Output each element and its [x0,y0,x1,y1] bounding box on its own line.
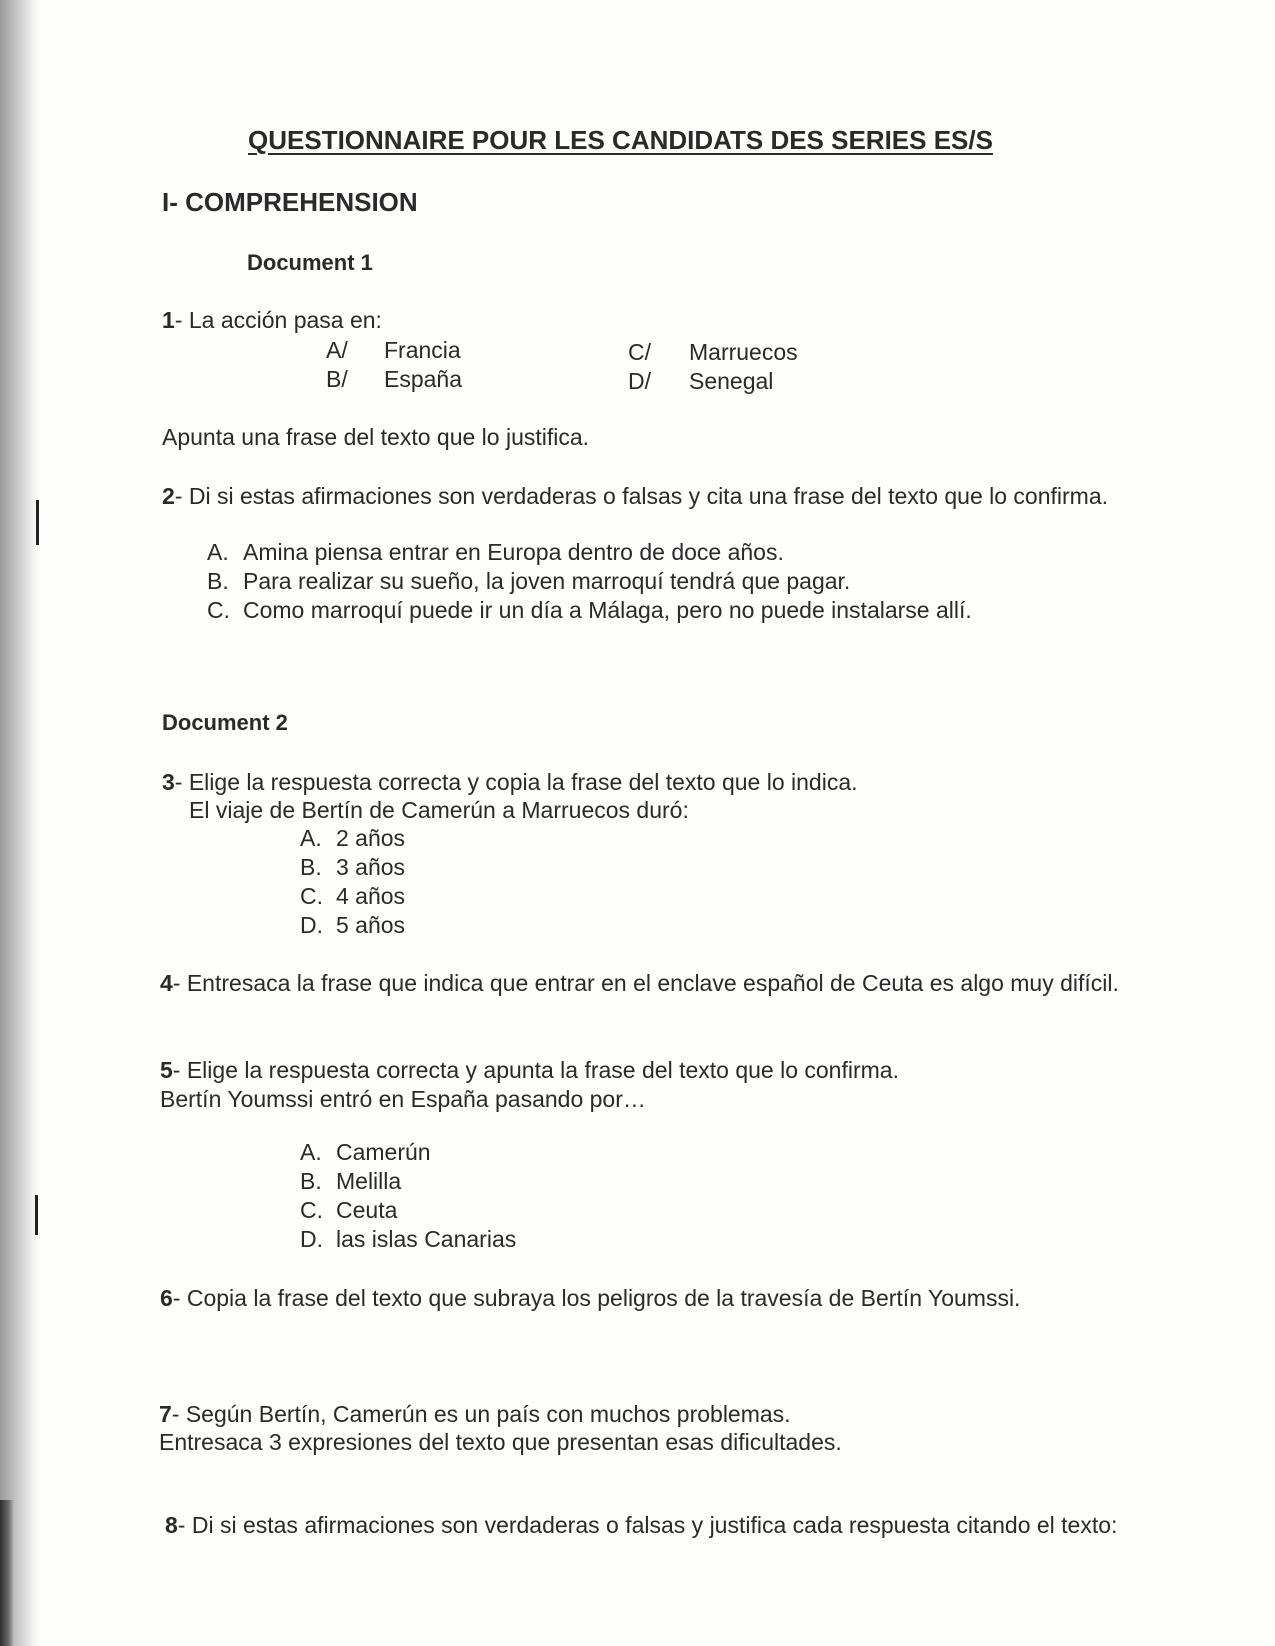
question-text: - Elige la respuesta correcta y copia la frase del texto que lo indica. [174,769,858,795]
option-letter: C. [300,1197,323,1223]
scan-mark [36,500,39,545]
question-number: 2 [162,483,175,509]
option-letter: B. [300,1168,322,1194]
option-label: Senegal [689,368,774,394]
question-text: - Di si estas afirmaciones son verdaderas o falsas y cita una frase del texto que lo confirma. [174,483,1109,509]
option-letter: A. [300,1139,322,1165]
question-6 [160,1284,1020,1312]
question-text: - Según Bertín, Camerún es un país con muchos problemas. [171,1401,791,1427]
question-7 [159,1400,791,1428]
question-number: 6 [160,1285,173,1311]
question-7-prompt: Entresaca 3 expresiones del texto que presentan esas dificultades. [159,1429,842,1455]
option-letter: B. [207,568,229,594]
question-2 [162,482,1108,510]
scan-left-edge [0,0,40,1646]
option-letter: A. [207,539,229,565]
question-number: 1 [162,307,175,333]
scan-mark [35,1195,38,1235]
option-label: 3 años [336,854,406,880]
option-label: Francia [384,337,461,363]
option-label: 5 años [336,912,406,938]
question-text: - Entresaca la frase que indica que entrar en el enclave español de Ceuta es algo muy difícil. [172,970,1119,996]
question-1-followup: Apunta una frase del texto que lo justifica. [162,424,590,450]
question-4 [160,970,1166,997]
option-label: Como marroquí puede ir un día a Málaga, pero no puede instalarse allí. [243,597,972,623]
question-text: - Di si estas afirmaciones son verdaderas o falsas y justifica cada respuesta citando el texto: [177,1512,1118,1538]
question-3 [162,768,858,796]
option-letter: D. [300,1226,323,1252]
document-2-heading: Document 2 [162,710,288,735]
question-text: - Elige la respuesta correcta y apunta la frase del texto que lo confirma. [172,1057,899,1083]
page-title: QUESTIONNAIRE POUR LES CANDIDATS DES SERIES ES/S [248,125,993,155]
question-1 [162,306,382,334]
option-letter: D. [300,912,323,938]
option-letter: C. [300,883,323,909]
option-label: Amina piensa entrar en Europa dentro de doce años. [243,539,784,565]
question-number: 4 [160,970,173,996]
option-letter: D/ [628,368,651,394]
section-heading: I- COMPREHENSION [162,187,418,217]
option-label: Para realizar su sueño, la joven marroquí tendrá que pagar. [243,568,851,594]
question-text: - La acción pasa en: [174,307,382,333]
option-letter: A/ [326,337,348,363]
question-3-prompt: El viaje de Bertín de Camerún a Marruecos duró: [189,797,689,823]
option-letter: C. [207,597,230,623]
option-label: Ceuta [336,1197,398,1223]
option-letter: B/ [326,366,348,392]
option-letter: C/ [628,339,651,365]
option-label: Melilla [336,1168,402,1194]
option-label: 2 años [336,825,406,851]
question-number: 3 [162,769,175,795]
question-5 [160,1056,899,1084]
question-5-prompt: Bertín Youmssi entró en España pasando por… [160,1086,646,1112]
option-label: las islas Canarias [336,1226,517,1252]
question-number: 7 [159,1401,172,1427]
question-number: 5 [160,1057,173,1083]
option-letter: A. [300,825,322,851]
scan-corner-shadow [0,1500,14,1646]
option-letter: B. [300,854,322,880]
option-label: Marruecos [689,339,798,365]
question-number: 8 [165,1512,178,1538]
question-text: - Copia la frase del texto que subraya los peligros de la travesía de Bertín Youmssi. [172,1285,1021,1311]
question-8 [159,1512,1165,1539]
document-1-heading: Document 1 [247,250,373,275]
option-label: Camerún [336,1139,431,1165]
option-label: 4 años [336,883,406,909]
option-label: España [384,366,463,392]
